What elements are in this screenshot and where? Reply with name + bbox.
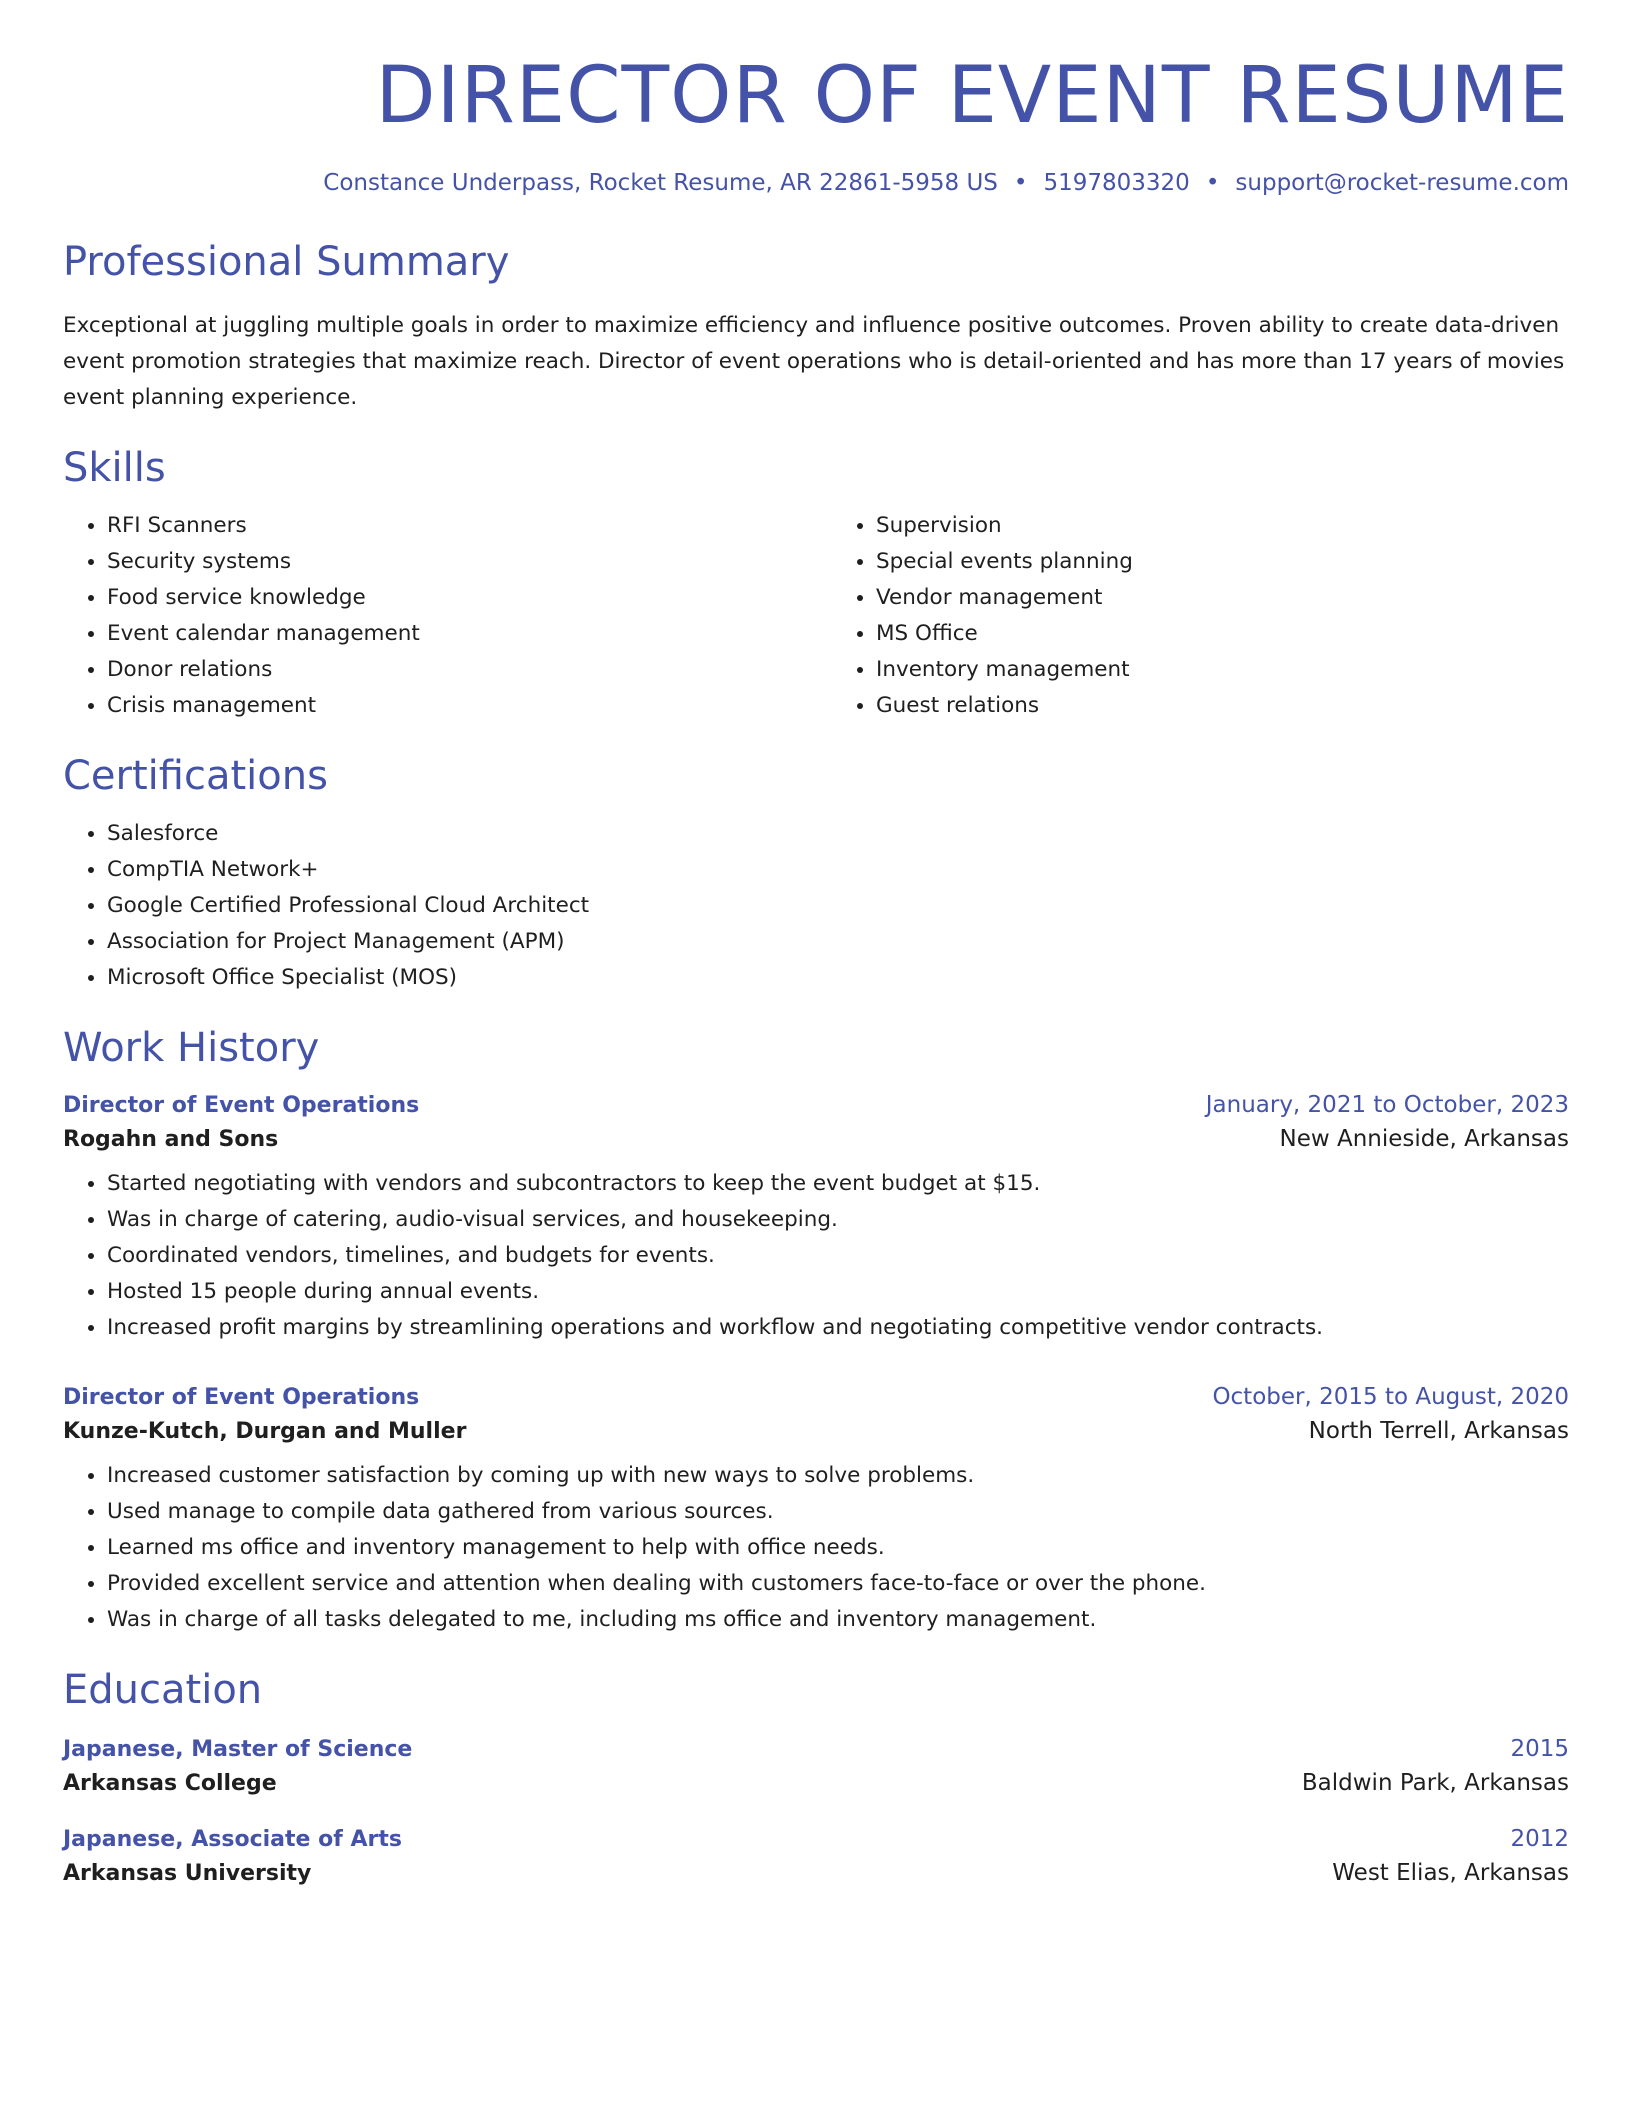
contact-address: Constance Underpass, Rocket Resume, AR 22861-5958 US xyxy=(323,169,998,196)
skills-right-list xyxy=(816,508,1569,724)
job-dates: October, 2015 to August, 2020 xyxy=(1212,1383,1569,1410)
skills-left-list xyxy=(63,508,816,724)
skill-item: • Inventory management xyxy=(876,652,1569,688)
job-duty: • Increased profit margins by streamlining operations and workflow and negotiating competitive vendor contracts. xyxy=(107,1310,1569,1346)
skill-item: • MS Office xyxy=(876,616,1569,652)
job-duty: • Was in charge of catering, audio-visual services, and housekeeping. xyxy=(107,1202,1569,1238)
education-entry xyxy=(63,1826,1569,1886)
skill-item: • Special events planning xyxy=(876,544,1569,580)
certification-item: • Microsoft Office Specialist (MOS) xyxy=(107,960,1569,996)
education-degree: Japanese, Master of Science xyxy=(63,1736,413,1762)
education-degree: Japanese, Associate of Arts xyxy=(63,1826,402,1852)
contact-line xyxy=(63,170,1569,196)
certifications-section xyxy=(63,752,1569,996)
skill-item: • Security systems xyxy=(107,544,816,580)
certification-item: • Association for Project Management (APM) xyxy=(107,924,1569,960)
skill-item: • Food service knowledge xyxy=(107,580,816,616)
job-entry xyxy=(63,1092,1569,1346)
job-duty: • Learned ms office and inventory management to help with office needs. xyxy=(107,1530,1569,1566)
education-heading: Education xyxy=(63,1666,263,1713)
education-entry xyxy=(63,1736,1569,1796)
education-year: 2015 xyxy=(1510,1735,1569,1762)
job-location: North Terrell, Arkansas xyxy=(1308,1417,1569,1444)
education-year: 2012 xyxy=(1510,1825,1569,1852)
work-history-heading: Work History xyxy=(63,1024,320,1071)
job-duties-list xyxy=(63,1166,1569,1346)
education-location: West Elias, Arkansas xyxy=(1332,1859,1569,1886)
skills-heading: Skills xyxy=(63,444,166,491)
job-duty: • Started negotiating with vendors and subcontractors to keep the event budget at $15. xyxy=(107,1166,1569,1202)
job-duty: • Increased customer satisfaction by coming up with new ways to solve problems. xyxy=(107,1458,1569,1494)
education-section xyxy=(63,1666,1569,1886)
job-location: New Annieside, Arkansas xyxy=(1279,1125,1569,1152)
contact-separator: • xyxy=(1013,169,1028,196)
education-school: Arkansas College xyxy=(63,1770,277,1796)
skill-item: • Supervision xyxy=(876,508,1569,544)
job-dates: January, 2021 to October, 2023 xyxy=(1205,1091,1569,1118)
summary-heading: Professional Summary xyxy=(63,238,510,285)
job-company: Rogahn and Sons xyxy=(63,1126,279,1152)
skill-item: • Event calendar management xyxy=(107,616,816,652)
certifications-heading: Certifications xyxy=(63,752,328,799)
education-school: Arkansas University xyxy=(63,1860,312,1886)
job-duties-list xyxy=(63,1458,1569,1638)
certifications-list xyxy=(63,816,1569,996)
skills-columns xyxy=(63,492,1569,724)
certification-item: • Salesforce xyxy=(107,816,1569,852)
job-entry xyxy=(63,1384,1569,1638)
skill-item: • RFI Scanners xyxy=(107,508,816,544)
skill-item: • Donor relations xyxy=(107,652,816,688)
contact-separator: • xyxy=(1205,169,1220,196)
skill-item: • Vendor management xyxy=(876,580,1569,616)
contact-phone: 5197803320 xyxy=(1043,169,1190,196)
job-company: Kunze-Kutch, Durgan and Muller xyxy=(63,1418,467,1444)
resume-title: DIRECTOR OF EVENT RESUME xyxy=(375,51,1569,141)
job-title: Director of Event Operations xyxy=(63,1092,420,1118)
contact-email: support@rocket-resume.com xyxy=(1235,169,1569,196)
job-duty: • Was in charge of all tasks delegated to me, including ms office and inventory management. xyxy=(107,1602,1569,1638)
certification-item: • CompTIA Network+ xyxy=(107,852,1569,888)
job-title: Director of Event Operations xyxy=(63,1384,420,1410)
certification-item: • Google Certified Professional Cloud Architect xyxy=(107,888,1569,924)
summary-text: Exceptional at juggling multiple goals in order to maximize efficiency and influence positive outcomes. Proven ability to create data-driven event promotion strategies that maximize reach. Director of event operations who is detail-oriented and has more than 17 years of movies event planning experience. xyxy=(63,312,1565,410)
skill-item: • Crisis management xyxy=(107,688,816,724)
skill-item: • Guest relations xyxy=(876,688,1569,724)
job-duty: • Coordinated vendors, timelines, and budgets for events. xyxy=(107,1238,1569,1274)
job-duty: • Provided excellent service and attention when dealing with customers face-to-face or over the phone. xyxy=(107,1566,1569,1602)
skills-section xyxy=(63,444,1569,724)
work-history-section xyxy=(63,1024,1569,1638)
job-duty: • Used manage to compile data gathered from various sources. xyxy=(107,1494,1569,1530)
education-location: Baldwin Park, Arkansas xyxy=(1301,1769,1569,1796)
job-duty: • Hosted 15 people during annual events. xyxy=(107,1274,1569,1310)
